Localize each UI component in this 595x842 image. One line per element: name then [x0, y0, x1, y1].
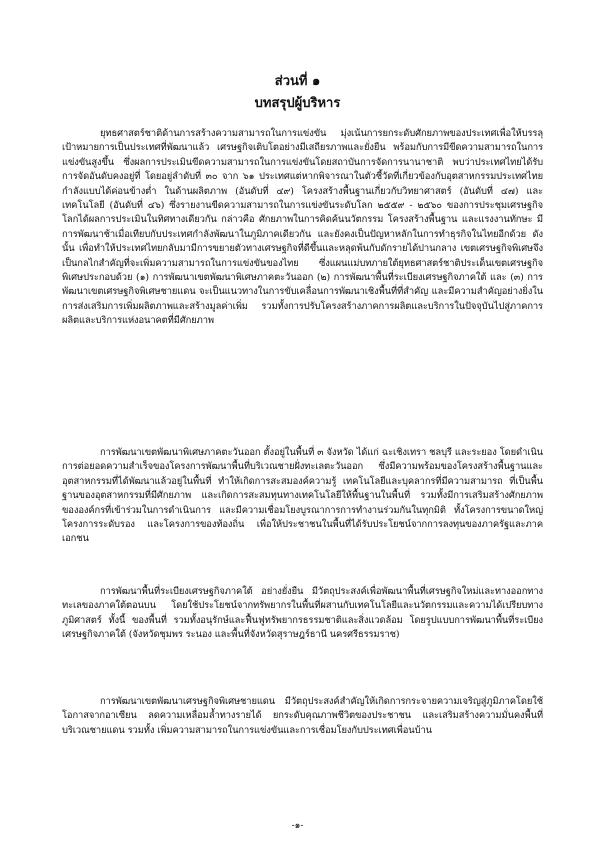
paragraph-southern-economic-corridor: การพัฒนาพื้นที่ระเบียงเศรษฐกิจภาคใต้ อย่างยั่งยืน มีวัตถุประสงค์เพื่อพัฒนาพื้นที่เศรษฐกิจใหม่และทางออกทางทะเลของภาคใต้ตอนบน โดยใช้ประโยชน์จากทรัพยากรในพื้นที่ผสานกับเทคโนโลยีและนวัตกรรมและความได้เปรียบทางภูมิศาสตร์ ทั้งนี้ ของพื้นที่ รวมทั้งอนุรักษ์และฟื้นฟูทรัพยากรธรรมชาติและสิ่งแวดล้อม โดยรูปแบบการพัฒนาพื้นที่ระเบียงเศรษฐกิจภาคใต้ (จังหวัดชุมพร ระนอง และพื้นที่จังหวัดสุราษฎร์ธานี นครศรีธรรมราช)	[62, 586, 543, 641]
page-number: -๑-	[291, 821, 304, 831]
paragraph-eastern-economic-corridor: การพัฒนาเขตพัฒนาพิเศษภาคตะวันออก ตั้งอยู่ในพื้นที่ ๓ จังหวัด ได้แก่ ฉะเชิงเทรา ชลบุรี และระยอง โดยดำเนินการต่อยอดความสำเร็จของโครงการพัฒนาพื้นที่บริเวณชายฝั่งทะเลตะวันออก ซึ่งมีความพร้อมของโครงสร้างพื้นฐานและอุตสาหกรรมที่ได้พัฒนาแล้วอยู่ในพื้นที่ ทำให้เกิดการสะสมองค์ความรู้ เทคโนโลยีและบุคลากรที่มีความสามารถ ที่เป็นพื้นฐานของอุตสาหกรรมที่มีศักยภาพ และเกิดการสะสมทุนทางเทคโนโลยีให้พื้นฐานในพื้นที่ รวมทั้งมีการเสริมสร้างศักยภาพขององค์กรที่เข้าร่วมในการดำเนินการ และมีความเชื่อมโยงบูรณาการการทำงานร่วมกันในทุกมิติ ทั้งโครงการขนาดใหญ่ โครงการระดับรอง และโครงการของท้องถิ่น เพื่อให้ประชาชนในพื้นที่ได้รับประโยชน์จากการลงทุนของภาครัฐและภาคเอกชน	[62, 447, 543, 545]
part-title: ส่วนที่ ๑	[274, 74, 321, 89]
part-subtitle: บทสรุปผู้บริหาร	[254, 96, 341, 111]
paragraph-border-economic-zones: การพัฒนาเขตพัฒนาเศรษฐกิจพิเศษชายแดน มีวัตถุประสงค์สำคัญให้เกิดการกระจายความเจริญสู่ภูมิภาคโดยใช้โอกาสจากอาเซียน ลดความเหลื่อมล้ำทางรายได้ ยกระดับคุณภาพชีวิตของประชาชน และเสริมสร้างความมั่นคงพื้นที่บริเวณชายแดน รวมทั้ง เพิ่มความสามารถในการแข่งขันและการเชื่อมโยงกับประเทศเพื่อนบ้าน	[62, 696, 543, 736]
paragraph-competitiveness: ยุทธศาสตร์ชาติด้านการสร้างความสามารถในการแข่งขัน มุ่งเน้นการยกระดับศักยภาพของประเทศเพื่อให้บรรลุเป้าหมายการเป็นประเทศที่พัฒนาแล้ว เศรษฐกิจเติบโตอย่างมีเสถียรภาพและยั่งยืน พร้อมกับการมีขีดความสามารถในการแข่งขันสูงขึ้น ซึ่งผลการประเมินขีดความสามารถในการแข่งขันโดยสถาบันการจัดการนานาชาติ พบว่าประเทศไทยได้รับการจัดอันดับคงอยู่ที่ โดยอยู่ลำดับที่ ๓๐ จาก ๖๑ ประเทศแต่หากพิจารณาในตัวชี้วัดที่เกี่ยวข้องกับอุตสาหกรรมประเทศไทยกำลังแบบได้ค่อนข้างต่ำ ในด้านผลิตภาพ (อันดับที่ ๔๙) โครงสร้างพื้นฐานเกี่ยวกับวิทยาศาสตร์ (อันดับที่ ๔๗) และเทคโนโลยี (อันดับที่ ๔๖) ซึ่งรายงานขีดความสามารถในการแข่งขันระดับโลก ๒๕๕๙ - ๒๕๖๐ ของการประชุมเศรษฐกิจโลกได้ผลการประเมินในทิศทางเดียวกัน กล่าวคือ ศักยภาพในการคิดค้นนวัตกรรม โครงสร้างพื้นฐาน และแรงงานทักษะ มีการพัฒนาช้าเมื่อเทียบกับประเทศกำลังพัฒนาในภูมิภาคเดียวกัน และยังคงเป็นปัญหาหลักในการทำธุรกิจในไทยอีกด้วย ดังนั้น เพื่อทำให้ประเทศไทยกลับมามีการขยายตัวทางเศรษฐกิจที่ดีขึ้นและหลุดพ้นกับดักรายได้ปานกลาง เขตเศรษฐกิจพิเศษจึงเป็นกลไกสำคัญที่จะเพิ่มความสามารถในการแข่งขันของไทย ซึ่งแผนแม่บทภายใต้ยุทธศาสตร์ชาติประเด็นเขตเศรษฐกิจพิเศษประกอบด้วย (๑) การพัฒนาเขตพัฒนาพิเศษภาคตะวันออก (๒) การพัฒนาพื้นที่ระเบียงเศรษฐกิจภาคใต้ และ (๓) การพัฒนาเขตเศรษฐกิจพิเศษชายแดน จะเป็นแนวทางในการขับเคลื่อนการพัฒนาเชิงพื้นที่ที่สำคัญ และมีความสำคัญอย่างยิ่งในการส่งเสริมการเพิ่มผลิตภาพและสร้างมูลค่าเพิ่ม รวมทั้งการปรับโครงสร้างภาคการผลิตและบริการในปัจจุบันไปสู่ภาคการผลิตและบริการแห่งอนาคตที่มีศักยภาพ	[62, 128, 543, 327]
